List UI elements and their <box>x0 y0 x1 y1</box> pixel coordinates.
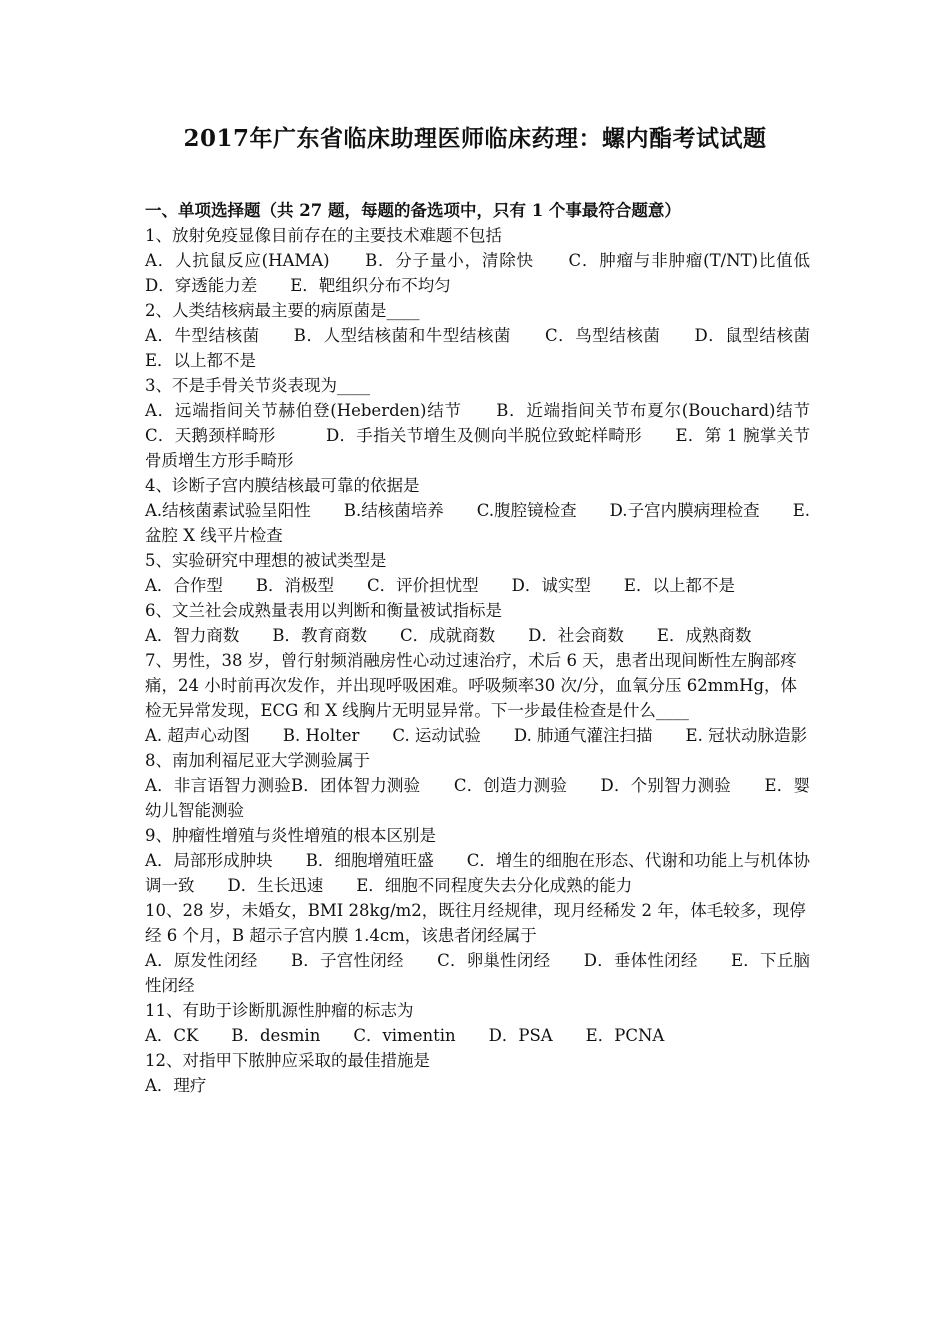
question-6 <box>145 598 810 648</box>
question-2 <box>145 298 860 373</box>
question-4 <box>145 473 810 548</box>
question-5 <box>145 548 810 598</box>
question-options: A．合作型 B．消极型 C．评价担忧型 D．诚实型 E．以上都不是 <box>145 576 735 595</box>
question-stem: 2、人类结核病最主要的病原菌是____ <box>145 301 420 320</box>
question-options: A．CK B．desmin C．vimentin D．PSA E．PCNA <box>145 1026 665 1045</box>
question-options: A.结核菌素试验呈阳性 B.结核菌培养 C.腹腔镜检查 D.子宫内膜病理检查 E.盆腔 X 线平片检查 <box>145 501 810 545</box>
question-options: A. 超声心动图 B. Holter C. 运动试验 D. 肺通气灌注扫描 E. 冠状动脉造影 <box>145 726 808 745</box>
question-options: A．智力商数 B．教育商数 C．成就商数 D．社会商数 E．成熟商数 <box>145 626 752 645</box>
question-stem: 4、诊断子宫内膜结核最可靠的依据是 <box>145 476 420 495</box>
document-title: 2017年广东省临床助理医师临床药理：螺内酯考试试题 <box>183 125 767 152</box>
question-options: A．非言语智力测验B．团体智力测验 C．创造力测验 D．个别智力测验 E．婴幼儿智能测验 <box>145 776 810 820</box>
question-options: A．原发性闭经 B．子宫性闭经 C．卵巢性闭经 D．垂体性闭经 E．下丘脑性闭经 <box>145 951 810 995</box>
question-stem: 7、男性，38 岁，曾行射频消融房性心动过速治疗，术后 6 天，患者出现间断性左胸部疼痛，24 小时前再次发作，并出现呼吸困难。呼吸频率30 次/分，血氧分压 62mmHg，体检无异常发现，ECG 和 X 线胸片无明显异常。下一步最佳检查是什么____ <box>145 651 798 720</box>
question-3 <box>145 373 843 473</box>
question-9 <box>145 823 810 898</box>
question-11 <box>145 998 810 1048</box>
question-7 <box>145 648 810 748</box>
question-stem: 1、放射免疫显像目前存在的主要技术难题不包括 <box>145 226 502 245</box>
question-stem: 3、不是手骨关节炎表现为____ <box>145 376 370 395</box>
question-options: A．牛型结核菌 B．人型结核菌和牛型结核菌 C．鸟型结核菌 D．鼠型结核菌 E．以上都不是 <box>145 326 860 370</box>
question-options: A．人抗鼠反应(HAMA) B．分子量小，清除快 C．肿瘤与非肿瘤(T/NT)比值低 D．穿透能力差 E．靶组织分布不均匀 <box>145 251 843 295</box>
question-stem: 11、有助于诊断肌源性肿瘤的标志为 <box>145 1001 414 1020</box>
question-12 <box>145 1048 810 1098</box>
question-stem: 8、南加利福尼亚大学测验属于 <box>145 751 370 770</box>
question-options: A．理疗 <box>145 1076 207 1095</box>
question-1 <box>145 223 843 298</box>
question-10 <box>145 898 810 998</box>
question-stem: 9、肿瘤性增殖与炎性增殖的根本区别是 <box>145 826 436 845</box>
question-stem: 5、实验研究中理想的被试类型是 <box>145 551 387 570</box>
question-8 <box>145 748 810 823</box>
question-stem: 12、对指甲下脓肿应采取的最佳措施是 <box>145 1051 430 1070</box>
question-stem: 6、文兰社会成熟量表用以判断和衡量被试指标是 <box>145 601 502 620</box>
section-heading: 一、单项选择题（共 27 题，每题的备选项中，只有 1 个事最符合题意） <box>145 201 681 220</box>
question-options: A．局部形成肿块 B．细胞增殖旺盛 C．增生的细胞在形态、代谢和功能上与机体协调一致 D．生长迅速 E．细胞不同程度失去分化成熟的能力 <box>145 851 810 895</box>
question-options: A．远端指间关节赫伯登(Heberden)结节 B．近端指间关节布夏尔(Bouchard)结节 C．天鹅颈样畸形 D．手指关节增生及侧向半脱位致蛇样畸形 E．第 1 腕掌关节骨质增生方形手畸形 <box>145 401 843 470</box>
document-body <box>145 198 860 1098</box>
question-stem: 10、28 岁，未婚女，BMI 28kg/m2，既往月经规律，现月经稀发 2 年，体毛较多，现停经 6 个月，B 超示子宫内膜 1.4cm，该患者闭经属于 <box>145 901 806 945</box>
